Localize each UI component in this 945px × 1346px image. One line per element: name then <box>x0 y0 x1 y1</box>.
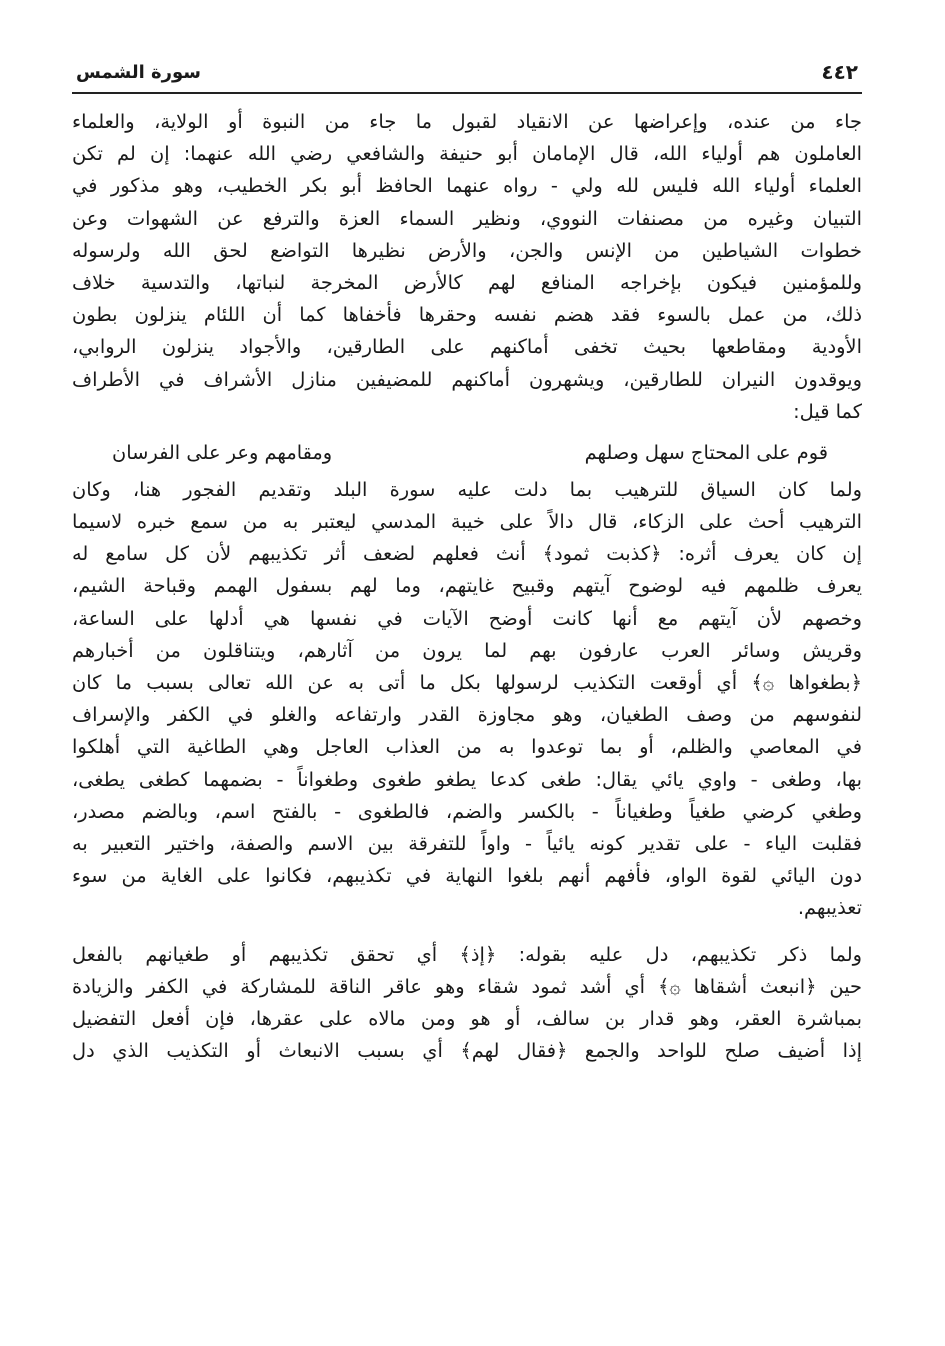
text-line: بمباشرة العقر، وهو قدار بن سالف، أو هو ومن مالاه على عقرها، فإن أفعل التفضيل <box>72 1006 862 1030</box>
text-line: الترهيب أحث على الزكاء، قال دالاً على خيبة المدسي ليعتبر به من سمع خبره لاسيما <box>72 510 862 534</box>
text-line: لنفوسهم من وصف الطغيان، وهو مجاوزة القدر وارتفاعه والغلو في الكفر والإسراف <box>72 703 862 727</box>
text-line: ولما كان السياق للترهيب بما دلت عليه سورة البلد وتقديم الفجور هنا، وكان <box>72 477 862 501</box>
text-line: جاء من عنده، وإعراضها عن الانقياد لقبول ما جاء من النبوة أو الولاية، والعلماء <box>72 110 862 133</box>
text-line: حين ﴿انبعث أشقاها ۞﴾ أي أشد ثمود شقاء وهو عاقر الناقة للمشاركة في الكفر والزيادة <box>72 974 862 998</box>
text-line: العلماء أولياء الله فليس لله ولي - رواه عنهما الحافظ أبو بكر الخطيب، وهو مذكور في <box>72 174 862 198</box>
paragraph-2 <box>72 474 862 925</box>
text-line: وخصهم لأن آيتهم مع أنها كانت أوضح الآيات في نفسها هي أدلها على الساعة، <box>72 606 862 630</box>
poetry-verse <box>72 436 862 470</box>
paragraph-3 <box>72 939 862 1068</box>
page-number: ٤٤٢ <box>821 60 858 84</box>
paragraph-spacer <box>72 925 862 939</box>
text-line: ذلك، من عمل بالسوء فقد هضم نفسه وحقرها فأخفاها كما أن اللئام ينزلون بطون <box>72 303 862 327</box>
text-line: إذا أضيف صلح للواحد والجمع ﴿فقال لهم﴾ أي بسبب الانبعاث أو التكذيب الذي دل <box>72 1039 862 1063</box>
text-line: ويوقدون النيران للطارقين، ويشهرون أماكنهم للمضيفين منازل الأشراف في الأطراف <box>72 367 862 391</box>
text-line: وطغي كرضي طغياً وطغياناً - بالكسر والضم، فالطغوى - بالفتح اسم، وبالضم مصدر، <box>72 799 862 823</box>
text-line: بها، وطغى - واوي يائي يقال: طغى كدعا يطغو طغوى وطغواناً - بضمهما كطغى يطغى، <box>72 767 862 791</box>
verse-second-hemistich: ومقامهم وعر على الفرسان <box>112 440 333 464</box>
text-line: خطوات الشياطين من الإنس والجن، والأرض نظيرها التواضع لحق الله ولرسوله <box>72 238 862 262</box>
text-line: الأودية ومقاطعها بحيث تخفى أماكنهم على الطارقين، والأجواد ينزلون الروابي، <box>72 335 862 359</box>
text-line: ولما ذكر تكذيبهم، دل عليه بقوله: ﴿إذ﴾ أي تحقق تكذيبهم أو طغيانهم بالفعل <box>72 942 862 966</box>
text-line: فقلبت الياء - على تقدير كونه يائياً - واواً للتفرقة بين الاسم والصفة، واختير التعبير به <box>72 831 862 855</box>
text-line: إن كان يعرف أثره: ﴿كذبت ثمود﴾ أنث فعلهم لضعف أثر تكذيبهم لأن كل سامع له <box>72 542 862 566</box>
paragraph-1 <box>72 106 862 428</box>
running-title: سورة الشمس <box>76 62 201 83</box>
text-line: تعذيبهم. <box>797 896 862 920</box>
text-line: دون اليائي لقوة الواو، فأفهم أنهم بلغوا النهاية في تكذيبهم، فكانوا على الغاية من سوء <box>72 864 862 888</box>
text-line: وللمؤمنين فيكون بإخراجه المنافع لهم كالأرض المخرجة لنباتها، والتدسية خلاف <box>72 270 862 294</box>
text-line: في المعاصي والظلم، أو بما توعدوا به من العذاب العاجل وهي الطاغية التي أهلكوا <box>72 735 862 759</box>
book-page <box>72 58 862 1067</box>
text-line: كما قيل: <box>793 399 862 423</box>
text-line: وقريش وسائر العرب عارفون بهم لما يرون من آثارهم، ويتناقلون من أخبارهم <box>72 638 862 662</box>
text-line: يعرف ظلمهم فيه لوضوح آيتهم وقبيح غايتهم، وما لهم بسفول الهمم وقباحة الشيم، <box>72 574 862 598</box>
text-line: التبيان وغيره من مصنفات النووي، ونظير السماء العزة والترفع عن الشهوات وعن <box>72 206 862 230</box>
text-line: العاملون هم أولياء الله، قال الإمامان أبو حنيفة والشافعي رضي الله عنهما: إن لم تكن <box>72 142 862 166</box>
page-header <box>72 58 862 94</box>
verse-first-hemistich: قوم على المحتاج سهل وصلهم <box>584 440 828 464</box>
text-line: ﴿بطغواها ۞﴾ أي أوقعت التكذيب لرسولها بكل ما أتى به عن الله تعالى بسبب ما كان <box>72 671 862 694</box>
